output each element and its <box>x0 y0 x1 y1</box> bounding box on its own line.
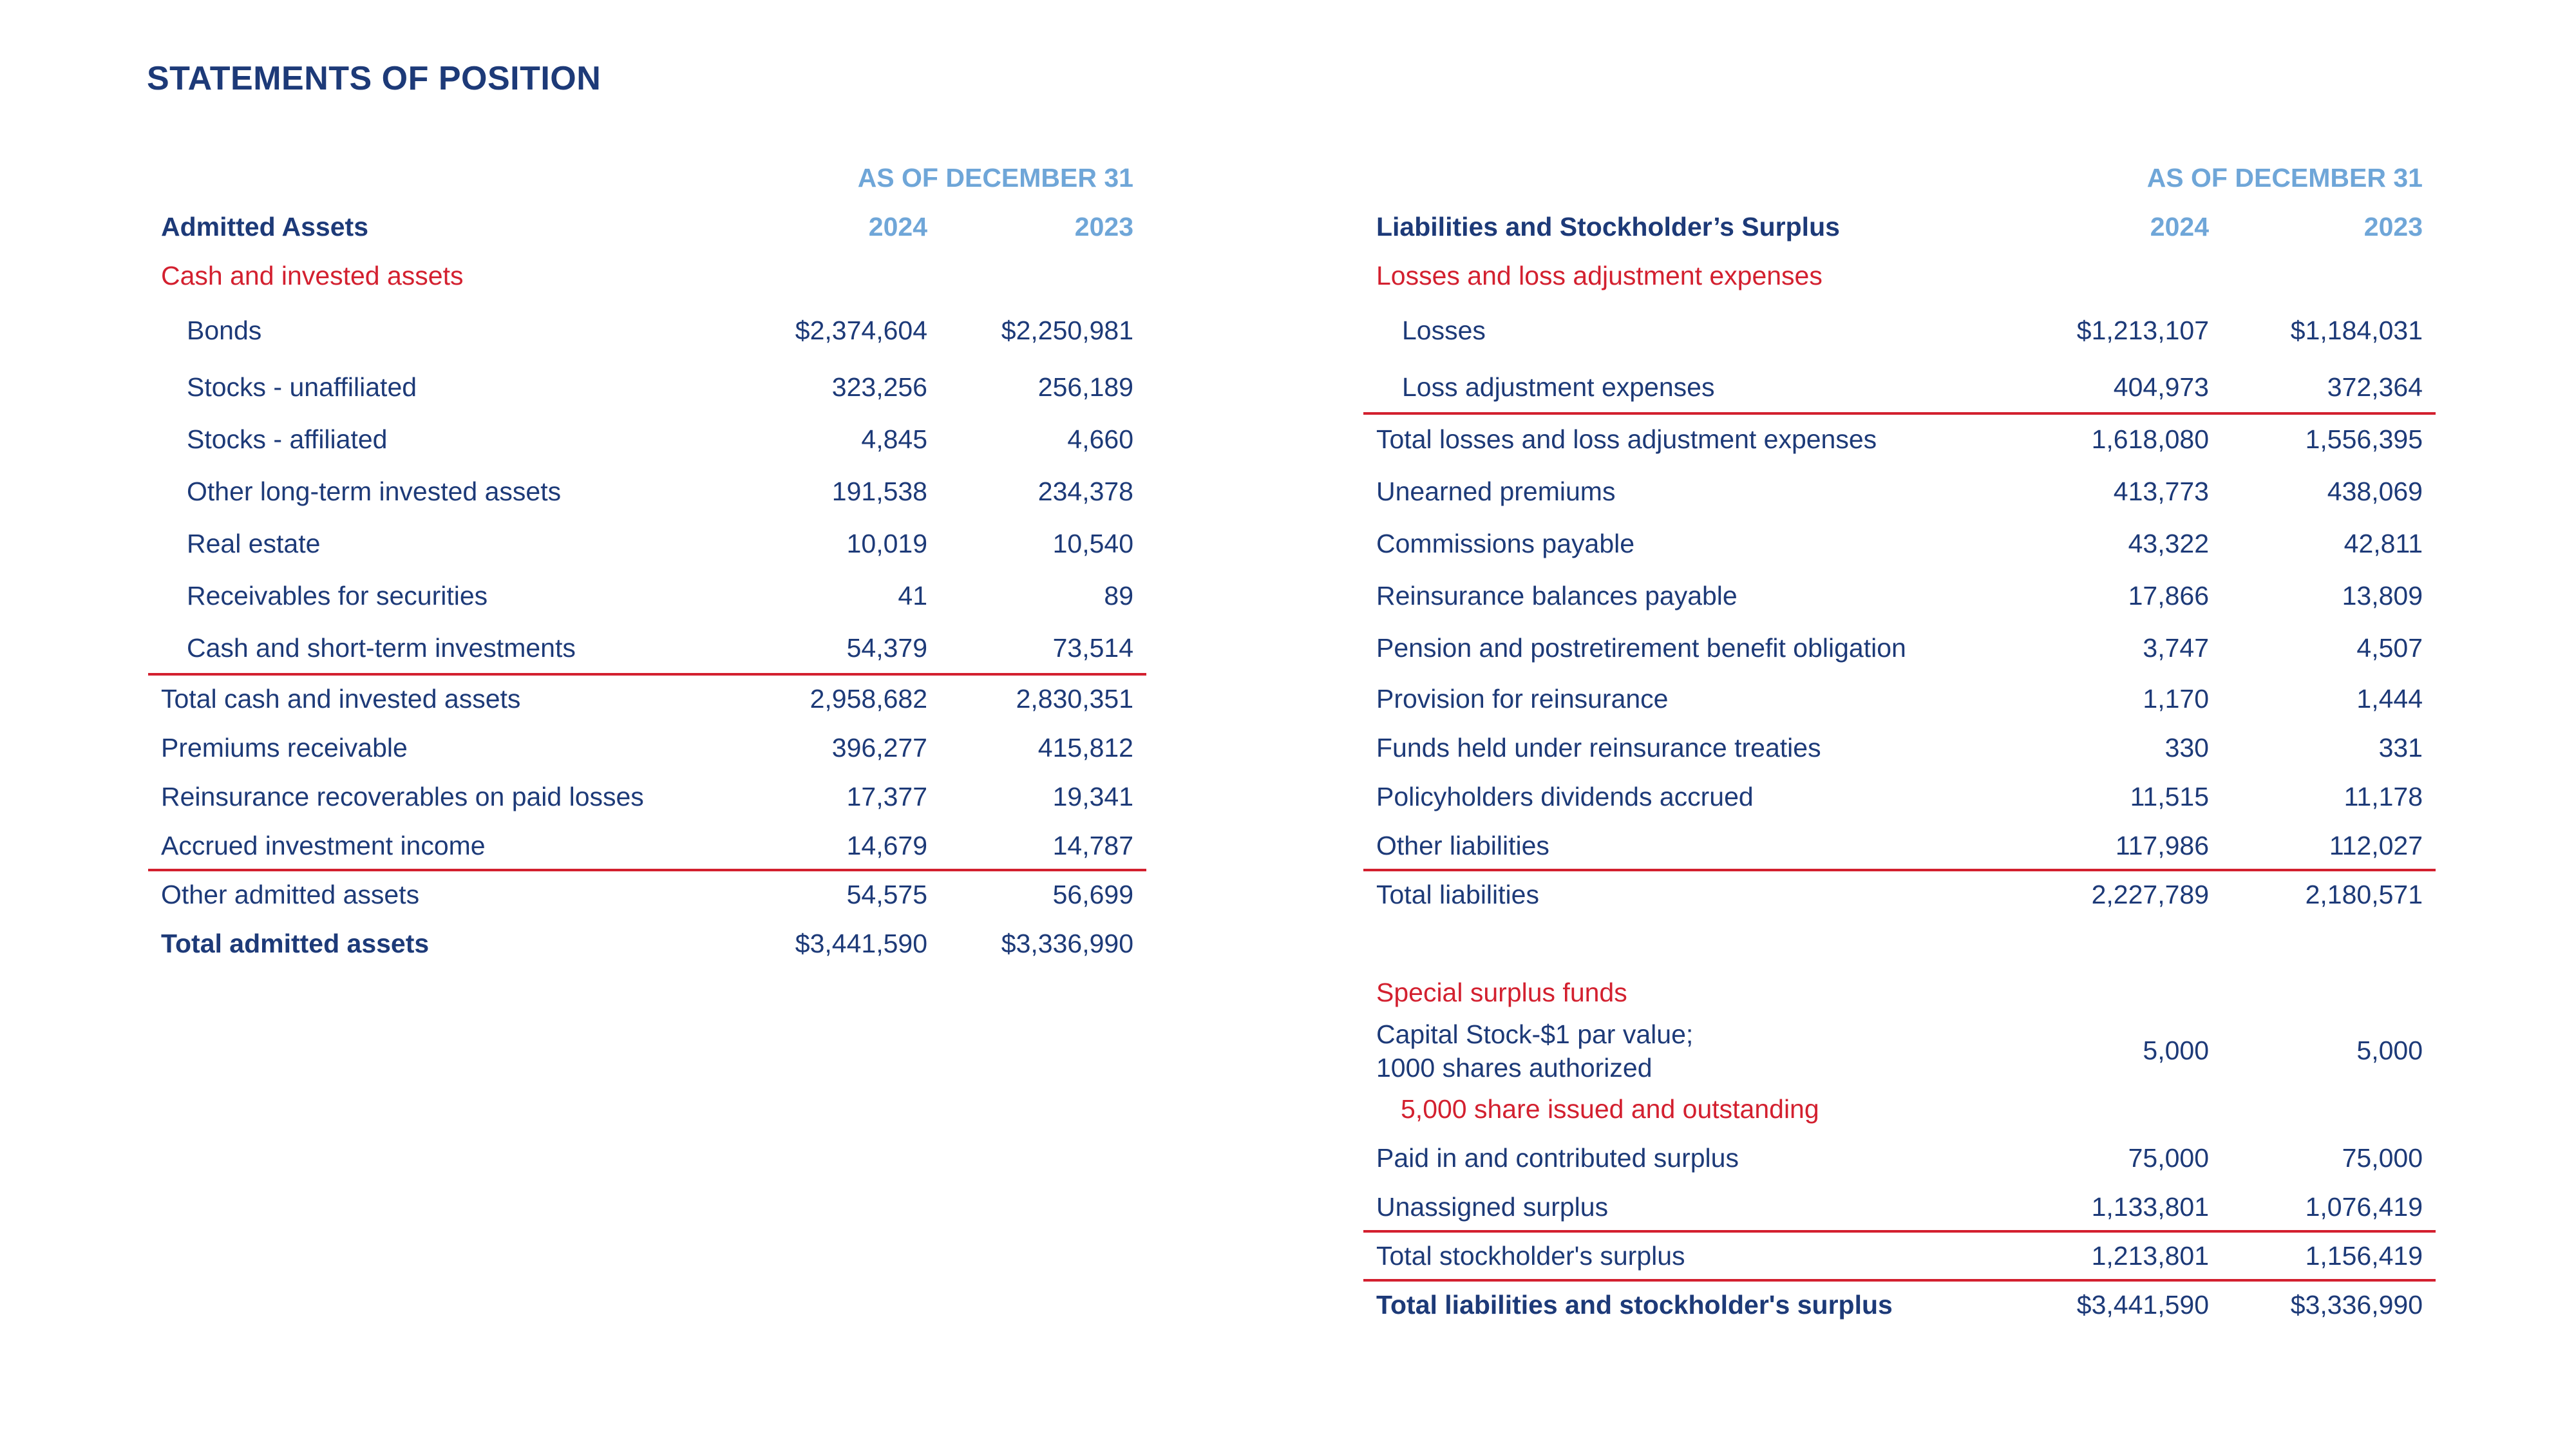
table-row <box>1363 518 2436 570</box>
value-2024: 17,377 <box>846 781 927 811</box>
section-label: Cash and invested assets <box>161 260 464 290</box>
table-row <box>1363 772 2436 821</box>
section-label: Losses and loss adjustment expenses <box>1376 260 1823 290</box>
total-row <box>148 919 1146 968</box>
table-row <box>1363 300 2436 361</box>
value-2024: 10,019 <box>846 529 927 558</box>
table-row <box>1363 1182 2436 1231</box>
value-2024: 41 <box>898 581 927 611</box>
value-2023: 1,444 <box>2356 683 2423 714</box>
table-row <box>1363 674 2436 723</box>
period-header-row <box>1363 153 2436 202</box>
value-2023: 331 <box>2378 732 2423 762</box>
row-label: Commissions payable <box>1376 529 1635 558</box>
table-row <box>148 674 1146 723</box>
value-2024: 11,515 <box>2130 781 2209 811</box>
table-row <box>148 518 1146 570</box>
row-label: Other long-term invested assets <box>187 477 562 506</box>
value-2024: 1,618,080 <box>2091 424 2209 454</box>
value-2023: 112,027 <box>2329 830 2423 860</box>
value-2023: 2,830,351 <box>1016 683 1133 714</box>
value-2023: 10,540 <box>1052 529 1133 558</box>
value-2024: 404,973 <box>2113 372 2209 402</box>
row-label: Total liabilities <box>1376 879 1539 909</box>
row-label: Provision for reinsurance <box>1376 683 1669 714</box>
value-2023: 2,180,571 <box>2305 879 2423 909</box>
row-label: Reinsurance balances payable <box>1376 581 1738 611</box>
row-label: Total liabilities and stockholder's surplus <box>1376 1289 1893 1320</box>
value-2023: $2,250,981 <box>1001 316 1133 345</box>
row-label <box>1376 1017 1693 1084</box>
value-2024: 17,866 <box>2128 581 2209 611</box>
row-label: Accrued investment income <box>161 830 486 860</box>
table-heading: Admitted Assets <box>161 211 368 242</box>
table-row <box>1363 723 2436 772</box>
value-2023: 13,809 <box>2342 581 2423 611</box>
table-row <box>1363 1231 2436 1280</box>
year-2024-header: 2024 <box>2150 211 2209 242</box>
total-row <box>1363 1280 2436 1329</box>
row-label: Losses <box>1402 316 1486 345</box>
value-2024: 3,747 <box>2143 633 2209 663</box>
year-2023-header: 2023 <box>2363 211 2423 242</box>
row-label: Total losses and loss adjustment expenses <box>1376 424 1877 454</box>
value-2023: 19,341 <box>1052 781 1133 811</box>
spacer-row <box>1363 919 2436 968</box>
value-2023: 73,514 <box>1052 633 1133 663</box>
table-row <box>1363 570 2436 622</box>
row-label: Bonds <box>187 316 262 345</box>
value-2024: 1,170 <box>2143 683 2209 714</box>
value-2023: 256,189 <box>1037 372 1133 402</box>
value-2023: 1,156,419 <box>2305 1240 2423 1271</box>
row-label: Stocks - affiliated <box>187 424 388 454</box>
value-2024: 1,213,801 <box>2091 1240 2209 1271</box>
table-row <box>1363 1017 2436 1084</box>
row-label: Cash and short-term investments <box>187 633 576 663</box>
table-row <box>148 870 1146 919</box>
value-2024: 191,538 <box>831 477 927 506</box>
row-label: Loss adjustment expenses <box>1402 372 1715 402</box>
capital-stock-line-2: 1000 shares authorized <box>1376 1052 1653 1083</box>
year-2024-header: 2024 <box>868 211 927 242</box>
table-row <box>148 300 1146 361</box>
table-row <box>148 723 1146 772</box>
value-2024: 5,000 <box>2143 1036 2209 1065</box>
row-label: Pension and postretirement benefit obligation <box>1376 633 1906 663</box>
column-header-row <box>148 202 1146 251</box>
note-row <box>1363 1084 2436 1133</box>
value-2023: $1,184,031 <box>2290 316 2423 345</box>
table-row <box>148 821 1146 870</box>
value-2023: 1,556,395 <box>2305 424 2423 454</box>
table-row <box>1363 1133 2436 1182</box>
table-row <box>148 361 1146 413</box>
value-2024: 54,379 <box>846 633 927 663</box>
value-2023: 75,000 <box>2342 1142 2423 1173</box>
row-label: Reinsurance recoverables on paid losses <box>161 781 644 811</box>
value-2023: 415,812 <box>1037 732 1133 762</box>
row-label: Paid in and contributed surplus <box>1376 1142 1739 1173</box>
table-heading: Liabilities and Stockholder’s Surplus <box>1376 211 1840 242</box>
section-label: Special surplus funds <box>1376 977 1627 1007</box>
value-2023: 4,660 <box>1067 424 1133 454</box>
year-2023-header: 2023 <box>1074 211 1133 242</box>
value-2024: $3,441,590 <box>795 928 927 958</box>
value-2023: 5,000 <box>2356 1036 2423 1065</box>
value-2024: 75,000 <box>2128 1142 2209 1173</box>
value-2024: 1,133,801 <box>2091 1191 2209 1222</box>
row-label: Total stockholder's surplus <box>1376 1240 1685 1271</box>
value-2023: 14,787 <box>1052 830 1133 860</box>
value-2023: 11,178 <box>2344 781 2423 811</box>
value-2024: 330 <box>2164 732 2209 762</box>
table-row <box>1363 870 2436 919</box>
section-header-row <box>1363 968 2436 1017</box>
value-2024: 2,227,789 <box>2091 879 2209 909</box>
table-row <box>1363 413 2436 466</box>
value-2024: 117,986 <box>2115 830 2209 860</box>
table-row <box>1363 466 2436 518</box>
shares-note: 5,000 share issued and outstanding <box>1401 1094 1819 1124</box>
row-label: Total cash and invested assets <box>161 683 521 714</box>
value-2023: $3,336,990 <box>1001 928 1133 958</box>
value-2023: 1,076,419 <box>2305 1191 2423 1222</box>
value-2024: 43,322 <box>2128 529 2209 558</box>
table-row <box>148 570 1146 622</box>
row-label: Funds held under reinsurance treaties <box>1376 732 1821 762</box>
value-2023: $3,336,990 <box>2290 1289 2423 1320</box>
value-2023: 4,507 <box>2356 633 2423 663</box>
row-label: Premiums receivable <box>161 732 408 762</box>
value-2024: 2,958,682 <box>810 683 927 714</box>
section-header-row <box>148 251 1146 300</box>
table-row <box>148 413 1146 466</box>
row-label: Policyholders dividends accrued <box>1376 781 1754 811</box>
row-label: Unearned premiums <box>1376 477 1616 506</box>
row-label: Receivables for securities <box>187 581 488 611</box>
row-label: Real estate <box>187 529 321 558</box>
value-2023: 56,699 <box>1052 879 1133 909</box>
value-2024: 396,277 <box>831 732 927 762</box>
value-2023: 89 <box>1104 581 1133 611</box>
value-2024: 54,575 <box>846 879 927 909</box>
table-row <box>148 466 1146 518</box>
admitted-assets-table <box>148 153 1146 968</box>
table-row <box>148 622 1146 674</box>
value-2024: $1,213,107 <box>2076 316 2209 345</box>
row-label: Other liabilities <box>1376 830 1549 860</box>
row-label: Unassigned surplus <box>1376 1191 1609 1222</box>
row-label: Other admitted assets <box>161 879 420 909</box>
period-label: AS OF DECEMBER 31 <box>2146 162 2423 193</box>
capital-stock-line-1: Capital Stock-$1 par value; <box>1376 1019 1694 1049</box>
period-label: AS OF DECEMBER 31 <box>857 162 1133 193</box>
value-2024: 4,845 <box>861 424 927 454</box>
period-header-row <box>148 153 1146 202</box>
table-row <box>1363 361 2436 413</box>
value-2023: 372,364 <box>2327 372 2423 402</box>
value-2023: 438,069 <box>2327 477 2423 506</box>
value-2024: 413,773 <box>2113 477 2209 506</box>
column-header-row <box>1363 202 2436 251</box>
value-2023: 42,811 <box>2344 529 2423 558</box>
page-title: STATEMENTS OF POSITION <box>147 60 601 97</box>
liabilities-surplus-table <box>1363 153 2436 1329</box>
table-row <box>1363 622 2436 674</box>
row-label: Total admitted assets <box>161 928 430 958</box>
table-row <box>148 772 1146 821</box>
value-2024: 14,679 <box>846 830 927 860</box>
table-row <box>1363 821 2436 870</box>
value-2024: 323,256 <box>831 372 927 402</box>
section-header-row <box>1363 251 2436 300</box>
row-label: Stocks - unaffiliated <box>187 372 417 402</box>
value-2024: $2,374,604 <box>795 316 927 345</box>
value-2023: 234,378 <box>1037 477 1133 506</box>
value-2024: $3,441,590 <box>2076 1289 2209 1320</box>
